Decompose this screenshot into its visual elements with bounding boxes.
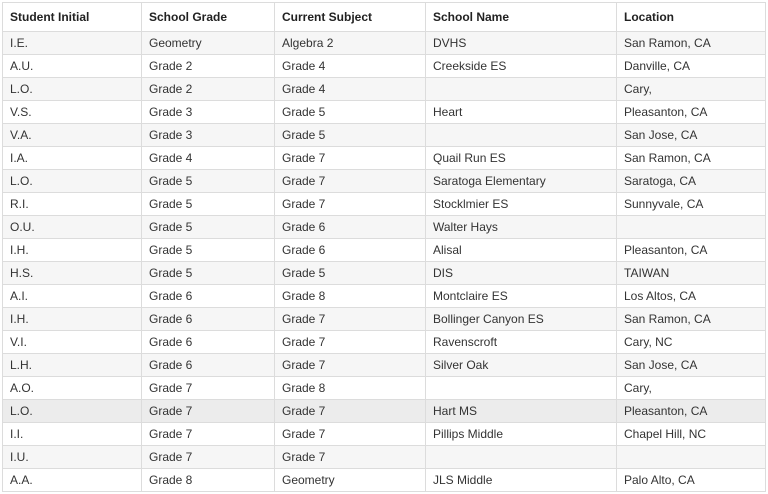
cell-current-subject: Grade 7 — [275, 147, 426, 170]
cell-current-subject: Grade 5 — [275, 262, 426, 285]
table-row — [3, 446, 766, 469]
table-row — [3, 331, 766, 354]
cell-current-subject: Grade 6 — [275, 216, 426, 239]
cell-current-subject: Grade 5 — [275, 101, 426, 124]
cell-student-initial: H.S. — [3, 262, 142, 285]
cell-student-initial: L.O. — [3, 400, 142, 423]
cell-school-name: Stocklmier ES — [426, 193, 617, 216]
cell-school-grade: Grade 6 — [142, 285, 275, 308]
cell-student-initial: I.H. — [3, 239, 142, 262]
cell-location: Saratoga, CA — [617, 170, 766, 193]
table-row — [3, 262, 766, 285]
cell-current-subject: Grade 8 — [275, 285, 426, 308]
cell-school-name — [426, 377, 617, 400]
table-row — [3, 377, 766, 400]
cell-current-subject: Grade 7 — [275, 193, 426, 216]
table-row — [3, 354, 766, 377]
cell-location — [617, 216, 766, 239]
cell-location: Pleasanton, CA — [617, 239, 766, 262]
cell-student-initial: I.E. — [3, 32, 142, 55]
cell-location — [617, 446, 766, 469]
cell-location: Palo Alto, CA — [617, 469, 766, 492]
cell-location: Cary, NC — [617, 331, 766, 354]
cell-current-subject: Grade 6 — [275, 239, 426, 262]
table-body — [3, 32, 766, 492]
cell-student-initial: I.U. — [3, 446, 142, 469]
cell-school-name: Silver Oak — [426, 354, 617, 377]
cell-location: San Jose, CA — [617, 354, 766, 377]
cell-school-name: Creekside ES — [426, 55, 617, 78]
cell-school-grade: Grade 7 — [142, 400, 275, 423]
cell-current-subject: Grade 8 — [275, 377, 426, 400]
table-row — [3, 423, 766, 446]
cell-location: Cary, — [617, 377, 766, 400]
cell-location: Cary, — [617, 78, 766, 101]
cell-location: TAIWAN — [617, 262, 766, 285]
cell-location: San Ramon, CA — [617, 308, 766, 331]
cell-current-subject: Geometry — [275, 469, 426, 492]
cell-school-name: Walter Hays — [426, 216, 617, 239]
cell-school-grade: Geometry — [142, 32, 275, 55]
cell-school-name: Ravenscroft — [426, 331, 617, 354]
cell-current-subject: Algebra 2 — [275, 32, 426, 55]
cell-school-name: Bollinger Canyon ES — [426, 308, 617, 331]
cell-current-subject: Grade 7 — [275, 331, 426, 354]
cell-school-name: DVHS — [426, 32, 617, 55]
cell-school-grade: Grade 7 — [142, 423, 275, 446]
cell-school-name: JLS Middle — [426, 469, 617, 492]
cell-school-grade: Grade 5 — [142, 193, 275, 216]
cell-location: Sunnyvale, CA — [617, 193, 766, 216]
cell-current-subject: Grade 7 — [275, 354, 426, 377]
cell-school-name: Quail Run ES — [426, 147, 617, 170]
student-table — [2, 2, 766, 492]
cell-student-initial: R.I. — [3, 193, 142, 216]
table-row — [3, 147, 766, 170]
cell-school-grade: Grade 6 — [142, 331, 275, 354]
cell-current-subject: Grade 7 — [275, 446, 426, 469]
cell-student-initial: I.I. — [3, 423, 142, 446]
header-current-subject: Current Subject — [275, 3, 426, 32]
cell-current-subject: Grade 5 — [275, 124, 426, 147]
cell-current-subject: Grade 4 — [275, 55, 426, 78]
table-row — [3, 239, 766, 262]
cell-current-subject: Grade 4 — [275, 78, 426, 101]
cell-location: Chapel Hill, NC — [617, 423, 766, 446]
header-location: Location — [617, 3, 766, 32]
table-header-row — [3, 3, 766, 32]
table-row — [3, 285, 766, 308]
cell-current-subject: Grade 7 — [275, 308, 426, 331]
cell-school-grade: Grade 2 — [142, 78, 275, 101]
cell-location: San Jose, CA — [617, 124, 766, 147]
cell-school-name: Heart — [426, 101, 617, 124]
table-row — [3, 124, 766, 147]
cell-student-initial: L.O. — [3, 170, 142, 193]
cell-location: San Ramon, CA — [617, 147, 766, 170]
table-row — [3, 193, 766, 216]
cell-school-grade: Grade 5 — [142, 170, 275, 193]
cell-school-grade: Grade 6 — [142, 354, 275, 377]
cell-location: Los Altos, CA — [617, 285, 766, 308]
cell-school-grade: Grade 5 — [142, 262, 275, 285]
header-student-initial: Student Initial — [3, 3, 142, 32]
table-row — [3, 308, 766, 331]
cell-school-grade: Grade 7 — [142, 446, 275, 469]
cell-student-initial: L.O. — [3, 78, 142, 101]
cell-student-initial: I.H. — [3, 308, 142, 331]
cell-student-initial: A.O. — [3, 377, 142, 400]
cell-school-grade: Grade 3 — [142, 124, 275, 147]
cell-school-grade: Grade 2 — [142, 55, 275, 78]
table-row — [3, 78, 766, 101]
cell-school-grade: Grade 3 — [142, 101, 275, 124]
cell-location: Pleasanton, CA — [617, 400, 766, 423]
cell-student-initial: A.I. — [3, 285, 142, 308]
cell-school-name: Montclaire ES — [426, 285, 617, 308]
cell-school-grade: Grade 5 — [142, 216, 275, 239]
cell-student-initial: A.A. — [3, 469, 142, 492]
cell-student-initial: V.S. — [3, 101, 142, 124]
cell-location: Danville, CA — [617, 55, 766, 78]
cell-student-initial: V.I. — [3, 331, 142, 354]
header-school-name: School Name — [426, 3, 617, 32]
cell-school-grade: Grade 8 — [142, 469, 275, 492]
table-row — [3, 400, 766, 423]
cell-student-initial: O.U. — [3, 216, 142, 239]
cell-student-initial: L.H. — [3, 354, 142, 377]
table-row — [3, 32, 766, 55]
cell-location: San Ramon, CA — [617, 32, 766, 55]
cell-current-subject: Grade 7 — [275, 400, 426, 423]
cell-school-name — [426, 446, 617, 469]
cell-school-name — [426, 124, 617, 147]
cell-school-grade: Grade 7 — [142, 377, 275, 400]
cell-student-initial: I.A. — [3, 147, 142, 170]
cell-school-name — [426, 78, 617, 101]
cell-school-name: DIS — [426, 262, 617, 285]
cell-school-name: Saratoga Elementary — [426, 170, 617, 193]
cell-student-initial: V.A. — [3, 124, 142, 147]
cell-school-name: Hart MS — [426, 400, 617, 423]
table-row — [3, 101, 766, 124]
cell-current-subject: Grade 7 — [275, 170, 426, 193]
cell-location: Pleasanton, CA — [617, 101, 766, 124]
cell-school-grade: Grade 4 — [142, 147, 275, 170]
cell-school-name: Pillips Middle — [426, 423, 617, 446]
table-row — [3, 469, 766, 492]
cell-student-initial: A.U. — [3, 55, 142, 78]
cell-current-subject: Grade 7 — [275, 423, 426, 446]
cell-school-grade: Grade 6 — [142, 308, 275, 331]
header-school-grade: School Grade — [142, 3, 275, 32]
cell-school-grade: Grade 5 — [142, 239, 275, 262]
table-row — [3, 216, 766, 239]
table-row — [3, 170, 766, 193]
student-table-container — [2, 2, 765, 492]
cell-school-name: Alisal — [426, 239, 617, 262]
table-row — [3, 55, 766, 78]
